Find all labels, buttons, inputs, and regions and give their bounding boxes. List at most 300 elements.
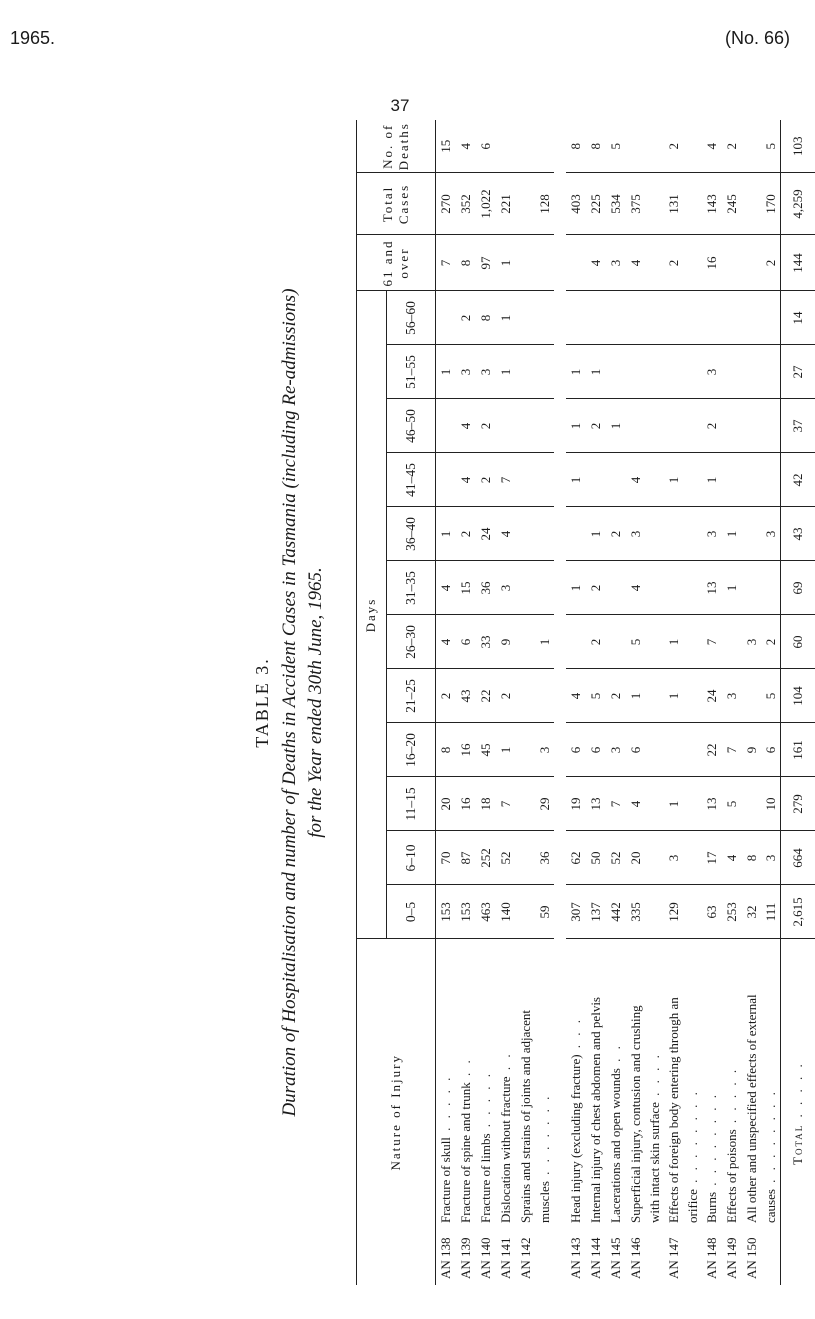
value-cell: 13 bbox=[586, 777, 606, 831]
table-label: TABLE 3. bbox=[252, 657, 272, 748]
value-cell bbox=[646, 777, 664, 831]
value-cell bbox=[646, 615, 664, 669]
dot-leader: . . . bbox=[568, 1016, 583, 1055]
value-cell bbox=[566, 291, 586, 345]
value-cell: 3 bbox=[476, 345, 496, 399]
day-range-header: 41–45 bbox=[387, 453, 436, 507]
injury-row bbox=[742, 120, 762, 1285]
value-cell: 50 bbox=[586, 831, 606, 885]
value-cell bbox=[684, 235, 702, 291]
value-cell: 5 bbox=[586, 669, 606, 723]
value-cell: 15 bbox=[456, 561, 476, 615]
total-value-cell: 27 bbox=[781, 345, 815, 399]
value-cell: 6 bbox=[626, 723, 646, 777]
total-value-cell: 2,615 bbox=[781, 885, 815, 939]
value-cell: 59 bbox=[536, 885, 554, 939]
value-cell bbox=[516, 831, 536, 885]
value-cell: 1 bbox=[536, 615, 554, 669]
value-cell: 4 bbox=[436, 561, 457, 615]
value-cell: 6 bbox=[762, 723, 781, 777]
injury-row bbox=[684, 120, 702, 1285]
value-cell: 1 bbox=[586, 345, 606, 399]
value-cell bbox=[516, 399, 536, 453]
value-cell bbox=[516, 777, 536, 831]
value-cell: 9 bbox=[742, 723, 762, 777]
value-cell: 463 bbox=[476, 885, 496, 939]
value-cell bbox=[536, 399, 554, 453]
injury-code: AN 146 bbox=[628, 1237, 643, 1279]
value-cell bbox=[606, 561, 626, 615]
value-cell bbox=[762, 399, 781, 453]
value-cell: 153 bbox=[456, 885, 476, 939]
value-cell bbox=[664, 291, 684, 345]
injury-row bbox=[436, 120, 457, 1285]
value-cell bbox=[742, 669, 762, 723]
value-cell bbox=[742, 173, 762, 235]
total-value-cell: 103 bbox=[781, 120, 815, 173]
value-cell: 3 bbox=[606, 235, 626, 291]
injury-row bbox=[536, 120, 554, 1285]
injury-name: Effects of poisons bbox=[724, 1129, 739, 1223]
value-cell: 13 bbox=[702, 561, 722, 615]
injury-name: Superficial injury, contusion and crushing bbox=[628, 1005, 643, 1223]
injury-code: AN 148 bbox=[704, 1237, 719, 1279]
injury-code: AN 150 bbox=[744, 1237, 759, 1279]
table-body bbox=[436, 120, 815, 1285]
value-cell bbox=[742, 345, 762, 399]
value-cell: 1 bbox=[664, 615, 684, 669]
value-cell: 4 bbox=[626, 777, 646, 831]
total-label: Total bbox=[790, 1123, 805, 1165]
value-cell: 2 bbox=[436, 669, 457, 723]
total-value-cell: 37 bbox=[781, 399, 815, 453]
value-cell: 6 bbox=[566, 723, 586, 777]
value-cell: 4 bbox=[436, 615, 457, 669]
value-cell: 13 bbox=[702, 777, 722, 831]
injury-row bbox=[606, 120, 626, 1285]
value-cell bbox=[762, 561, 781, 615]
deaths-header: No. of Deaths bbox=[356, 120, 436, 173]
total-label-cell bbox=[781, 939, 815, 1285]
day-range-header: 16–20 bbox=[387, 723, 436, 777]
value-cell: 534 bbox=[606, 173, 626, 235]
value-cell: 1 bbox=[722, 507, 742, 561]
value-cell bbox=[664, 561, 684, 615]
value-cell bbox=[496, 120, 516, 173]
value-cell: 9 bbox=[496, 615, 516, 669]
day-range-header: 46–50 bbox=[387, 399, 436, 453]
value-cell bbox=[516, 561, 536, 615]
value-cell: 52 bbox=[496, 831, 516, 885]
value-cell: 7 bbox=[606, 777, 626, 831]
over-header: 61 and over bbox=[356, 235, 436, 291]
value-cell: 3 bbox=[762, 831, 781, 885]
value-cell: 335 bbox=[626, 885, 646, 939]
value-cell: 16 bbox=[456, 777, 476, 831]
value-cell bbox=[516, 507, 536, 561]
value-cell bbox=[722, 615, 742, 669]
value-cell bbox=[742, 235, 762, 291]
injury-row bbox=[586, 120, 606, 1285]
value-cell: 6 bbox=[456, 615, 476, 669]
value-cell: 2 bbox=[664, 120, 684, 173]
value-cell bbox=[762, 453, 781, 507]
total-value-cell: 279 bbox=[781, 777, 815, 831]
value-cell: 1 bbox=[664, 777, 684, 831]
value-cell: 2 bbox=[476, 453, 496, 507]
value-cell bbox=[664, 399, 684, 453]
total-value-cell: 144 bbox=[781, 235, 815, 291]
value-cell bbox=[516, 885, 536, 939]
spacer-cell bbox=[554, 120, 566, 1285]
value-cell: 1 bbox=[496, 345, 516, 399]
injury-name: causes bbox=[763, 1189, 778, 1223]
dot-leader: . . . . . bbox=[438, 1074, 453, 1138]
value-cell: 1 bbox=[606, 399, 626, 453]
injury-name: Fracture of spine and trunk bbox=[458, 1082, 473, 1223]
value-cell: 1,022 bbox=[476, 173, 496, 235]
value-cell: 17 bbox=[702, 831, 722, 885]
dot-leader: . . bbox=[608, 1043, 623, 1069]
value-cell bbox=[646, 723, 664, 777]
value-cell bbox=[606, 453, 626, 507]
injury-row bbox=[762, 120, 781, 1285]
value-cell: 2 bbox=[476, 399, 496, 453]
value-cell bbox=[684, 120, 702, 173]
value-cell bbox=[606, 345, 626, 399]
value-cell: 2 bbox=[456, 291, 476, 345]
value-cell: 8 bbox=[476, 291, 496, 345]
value-cell bbox=[646, 561, 664, 615]
value-cell: 2 bbox=[722, 120, 742, 173]
value-cell: 131 bbox=[664, 173, 684, 235]
value-cell: 170 bbox=[762, 173, 781, 235]
hospitalisation-table bbox=[356, 120, 815, 1285]
injury-name: Effects of foreign body entering through an bbox=[666, 997, 681, 1223]
value-cell: 2 bbox=[762, 615, 781, 669]
value-cell bbox=[762, 345, 781, 399]
value-cell bbox=[516, 345, 536, 399]
dot-leader: . . . . . bbox=[790, 1061, 805, 1124]
value-cell: 20 bbox=[436, 777, 457, 831]
value-cell: 3 bbox=[722, 669, 742, 723]
value-cell bbox=[606, 291, 626, 345]
injury-label-cell bbox=[702, 939, 722, 1285]
value-cell: 4 bbox=[566, 669, 586, 723]
value-cell bbox=[536, 561, 554, 615]
value-cell: 62 bbox=[566, 831, 586, 885]
injury-code: AN 142 bbox=[518, 1237, 533, 1279]
injury-code: AN 144 bbox=[588, 1237, 603, 1279]
value-cell bbox=[646, 345, 664, 399]
day-range-header: 11–15 bbox=[387, 777, 436, 831]
day-range-header: 26–30 bbox=[387, 615, 436, 669]
total-cases-header: Total Cases bbox=[356, 173, 436, 235]
value-cell bbox=[742, 453, 762, 507]
value-cell bbox=[516, 291, 536, 345]
value-cell: 2 bbox=[664, 235, 684, 291]
value-cell: 97 bbox=[476, 235, 496, 291]
value-cell: 7 bbox=[702, 615, 722, 669]
value-cell bbox=[536, 507, 554, 561]
value-cell: 403 bbox=[566, 173, 586, 235]
value-cell: 16 bbox=[702, 235, 722, 291]
value-cell bbox=[536, 345, 554, 399]
value-cell bbox=[684, 345, 702, 399]
value-cell bbox=[684, 453, 702, 507]
dot-leader: . . . . . . . bbox=[537, 1093, 552, 1182]
value-cell: 3 bbox=[626, 507, 646, 561]
value-cell: 45 bbox=[476, 723, 496, 777]
value-cell bbox=[742, 120, 762, 173]
value-cell: 1 bbox=[702, 453, 722, 507]
injury-row bbox=[664, 120, 684, 1285]
value-cell: 4 bbox=[586, 235, 606, 291]
value-cell bbox=[516, 723, 536, 777]
value-cell bbox=[664, 507, 684, 561]
dot-leader: . . bbox=[498, 1051, 513, 1077]
value-cell: 1 bbox=[722, 561, 742, 615]
rotated-table-page bbox=[248, 120, 805, 1285]
value-cell bbox=[684, 291, 702, 345]
value-cell: 36 bbox=[476, 561, 496, 615]
dot-leader: . . . . bbox=[647, 1052, 662, 1103]
value-cell: 15 bbox=[436, 120, 457, 173]
value-cell: 4 bbox=[722, 831, 742, 885]
value-cell bbox=[684, 399, 702, 453]
value-cell bbox=[626, 120, 646, 173]
injury-label-cell bbox=[722, 939, 742, 1285]
value-cell bbox=[496, 399, 516, 453]
value-cell bbox=[646, 507, 664, 561]
day-range-header: 0–5 bbox=[387, 885, 436, 939]
table-title: Duration of Hospitalisation and number of Deaths in Accident Cases in Tasmania (including Re-admissions) bbox=[279, 288, 300, 1117]
value-cell bbox=[742, 561, 762, 615]
value-cell: 4 bbox=[626, 235, 646, 291]
injury-label-cell bbox=[476, 939, 496, 1285]
value-cell bbox=[646, 235, 664, 291]
value-cell: 32 bbox=[742, 885, 762, 939]
value-cell bbox=[646, 885, 664, 939]
table-title-block bbox=[248, 120, 329, 1285]
report-year: 1965. bbox=[10, 28, 56, 48]
dot-leader: . . bbox=[458, 1057, 473, 1083]
value-cell: 6 bbox=[476, 120, 496, 173]
value-cell bbox=[684, 173, 702, 235]
dot-leader: . . . . . . . . bbox=[685, 1089, 700, 1190]
value-cell: 29 bbox=[536, 777, 554, 831]
value-cell: 4 bbox=[496, 507, 516, 561]
value-cell: 225 bbox=[586, 173, 606, 235]
value-cell: 4 bbox=[626, 453, 646, 507]
value-cell bbox=[536, 235, 554, 291]
table-subtitle: for the Year ended 30th June, 1965. bbox=[305, 567, 326, 838]
value-cell: 18 bbox=[476, 777, 496, 831]
injury-name: Dislocation without fracture bbox=[498, 1076, 513, 1223]
value-cell: 1 bbox=[436, 345, 457, 399]
total-row bbox=[781, 120, 815, 1285]
day-range-header: 36–40 bbox=[387, 507, 436, 561]
value-cell: 1 bbox=[436, 507, 457, 561]
injury-code: AN 139 bbox=[458, 1237, 473, 1279]
injury-row bbox=[456, 120, 476, 1285]
value-cell: 4 bbox=[456, 399, 476, 453]
value-cell: 5 bbox=[606, 120, 626, 173]
days-header-row bbox=[356, 120, 387, 1285]
value-cell: 1 bbox=[664, 669, 684, 723]
value-cell: 1 bbox=[566, 345, 586, 399]
value-cell: 7 bbox=[436, 235, 457, 291]
value-cell: 3 bbox=[702, 507, 722, 561]
injury-label-cell bbox=[762, 939, 781, 1285]
value-cell: 7 bbox=[496, 453, 516, 507]
injury-name: muscles bbox=[537, 1181, 552, 1223]
value-cell: 4 bbox=[456, 120, 476, 173]
value-cell: 1 bbox=[566, 453, 586, 507]
value-cell: 3 bbox=[762, 507, 781, 561]
value-cell bbox=[646, 831, 664, 885]
value-cell: 129 bbox=[664, 885, 684, 939]
injury-label-cell bbox=[684, 939, 702, 1285]
injury-name: Fracture of skull bbox=[438, 1137, 453, 1223]
value-cell bbox=[684, 507, 702, 561]
value-cell bbox=[684, 831, 702, 885]
value-cell bbox=[536, 291, 554, 345]
injury-name: All other and unspecified effects of external bbox=[744, 994, 759, 1223]
value-cell: 4 bbox=[626, 561, 646, 615]
value-cell bbox=[684, 777, 702, 831]
injury-label-cell bbox=[626, 939, 646, 1285]
injury-name: Burns bbox=[704, 1191, 719, 1223]
value-cell: 3 bbox=[742, 615, 762, 669]
injury-row bbox=[626, 120, 646, 1285]
value-cell bbox=[516, 120, 536, 173]
value-cell bbox=[566, 507, 586, 561]
value-cell bbox=[762, 291, 781, 345]
value-cell: 5 bbox=[762, 120, 781, 173]
value-cell bbox=[664, 723, 684, 777]
days-header: Days bbox=[356, 291, 387, 939]
value-cell: 24 bbox=[702, 669, 722, 723]
total-value-cell: 60 bbox=[781, 615, 815, 669]
value-cell: 137 bbox=[586, 885, 606, 939]
total-value-cell: 664 bbox=[781, 831, 815, 885]
value-cell bbox=[626, 291, 646, 345]
injury-label-cell bbox=[664, 939, 684, 1285]
value-cell: 16 bbox=[456, 723, 476, 777]
dot-leader: . . . . . . . . bbox=[704, 1091, 719, 1192]
injury-row bbox=[476, 120, 496, 1285]
value-cell: 33 bbox=[476, 615, 496, 669]
value-cell bbox=[722, 235, 742, 291]
value-cell: 3 bbox=[496, 561, 516, 615]
value-cell: 52 bbox=[606, 831, 626, 885]
value-cell: 8 bbox=[586, 120, 606, 173]
value-cell: 1 bbox=[496, 235, 516, 291]
value-cell: 1 bbox=[586, 507, 606, 561]
total-value-cell: 69 bbox=[781, 561, 815, 615]
injury-code: AN 149 bbox=[724, 1237, 739, 1279]
value-cell: 221 bbox=[496, 173, 516, 235]
day-range-header: 51–55 bbox=[387, 345, 436, 399]
value-cell bbox=[436, 291, 457, 345]
value-cell: 10 bbox=[762, 777, 781, 831]
nature-header: Nature of Injury bbox=[356, 939, 436, 1285]
value-cell bbox=[436, 453, 457, 507]
value-cell bbox=[646, 669, 664, 723]
value-cell: 1 bbox=[566, 561, 586, 615]
value-cell bbox=[664, 345, 684, 399]
value-cell bbox=[684, 723, 702, 777]
value-cell: 43 bbox=[456, 669, 476, 723]
value-cell: 2 bbox=[606, 507, 626, 561]
injury-code: AN 143 bbox=[568, 1237, 583, 1279]
value-cell: 1 bbox=[566, 399, 586, 453]
day-range-header: 6–10 bbox=[387, 831, 436, 885]
value-cell: 128 bbox=[536, 173, 554, 235]
value-cell: 3 bbox=[536, 723, 554, 777]
value-cell: 6 bbox=[586, 723, 606, 777]
value-cell: 8 bbox=[436, 723, 457, 777]
page-number: 37 bbox=[390, 96, 410, 115]
value-cell: 270 bbox=[436, 173, 457, 235]
total-value-cell: 42 bbox=[781, 453, 815, 507]
dot-leader: . . . . . . . . bbox=[763, 1089, 778, 1190]
injury-name: Fracture of limbs bbox=[478, 1133, 493, 1223]
value-cell bbox=[436, 399, 457, 453]
value-cell bbox=[566, 235, 586, 291]
value-cell: 252 bbox=[476, 831, 496, 885]
value-cell bbox=[646, 453, 664, 507]
injury-name: with intact skin surface bbox=[647, 1102, 662, 1223]
day-range-header: 56–60 bbox=[387, 291, 436, 345]
total-value-cell: 104 bbox=[781, 669, 815, 723]
injury-code: AN 145 bbox=[608, 1237, 623, 1279]
value-cell: 111 bbox=[762, 885, 781, 939]
value-cell bbox=[742, 777, 762, 831]
value-cell: 3 bbox=[606, 723, 626, 777]
value-cell: 2 bbox=[586, 399, 606, 453]
value-cell bbox=[536, 669, 554, 723]
injury-label-cell bbox=[606, 939, 626, 1285]
injury-name: Sprains and strains of joints and adjacent bbox=[518, 1009, 533, 1223]
total-value-cell: 161 bbox=[781, 723, 815, 777]
value-cell bbox=[742, 507, 762, 561]
value-cell: 22 bbox=[476, 669, 496, 723]
injury-code: AN 140 bbox=[478, 1237, 493, 1279]
value-cell bbox=[646, 291, 664, 345]
value-cell: 5 bbox=[722, 777, 742, 831]
value-cell: 70 bbox=[436, 831, 457, 885]
total-value-cell: 4,259 bbox=[781, 173, 815, 235]
injury-name: Internal injury of chest abdomen and pelvis bbox=[588, 997, 603, 1223]
value-cell: 4 bbox=[456, 453, 476, 507]
injury-name: Lacerations and open wounds bbox=[608, 1068, 623, 1223]
total-value-cell: 14 bbox=[781, 291, 815, 345]
dot-leader: . . . . . bbox=[478, 1070, 493, 1134]
injury-row bbox=[646, 120, 664, 1285]
value-cell: 2 bbox=[702, 399, 722, 453]
paper-number: (No. 66) bbox=[724, 28, 790, 48]
value-cell bbox=[646, 173, 664, 235]
value-cell bbox=[722, 345, 742, 399]
value-cell bbox=[566, 615, 586, 669]
value-cell: 20 bbox=[626, 831, 646, 885]
value-cell: 2 bbox=[586, 561, 606, 615]
injury-name: Head injury (excluding fracture) bbox=[568, 1054, 583, 1223]
value-cell bbox=[722, 399, 742, 453]
injury-code: AN 141 bbox=[498, 1237, 513, 1279]
